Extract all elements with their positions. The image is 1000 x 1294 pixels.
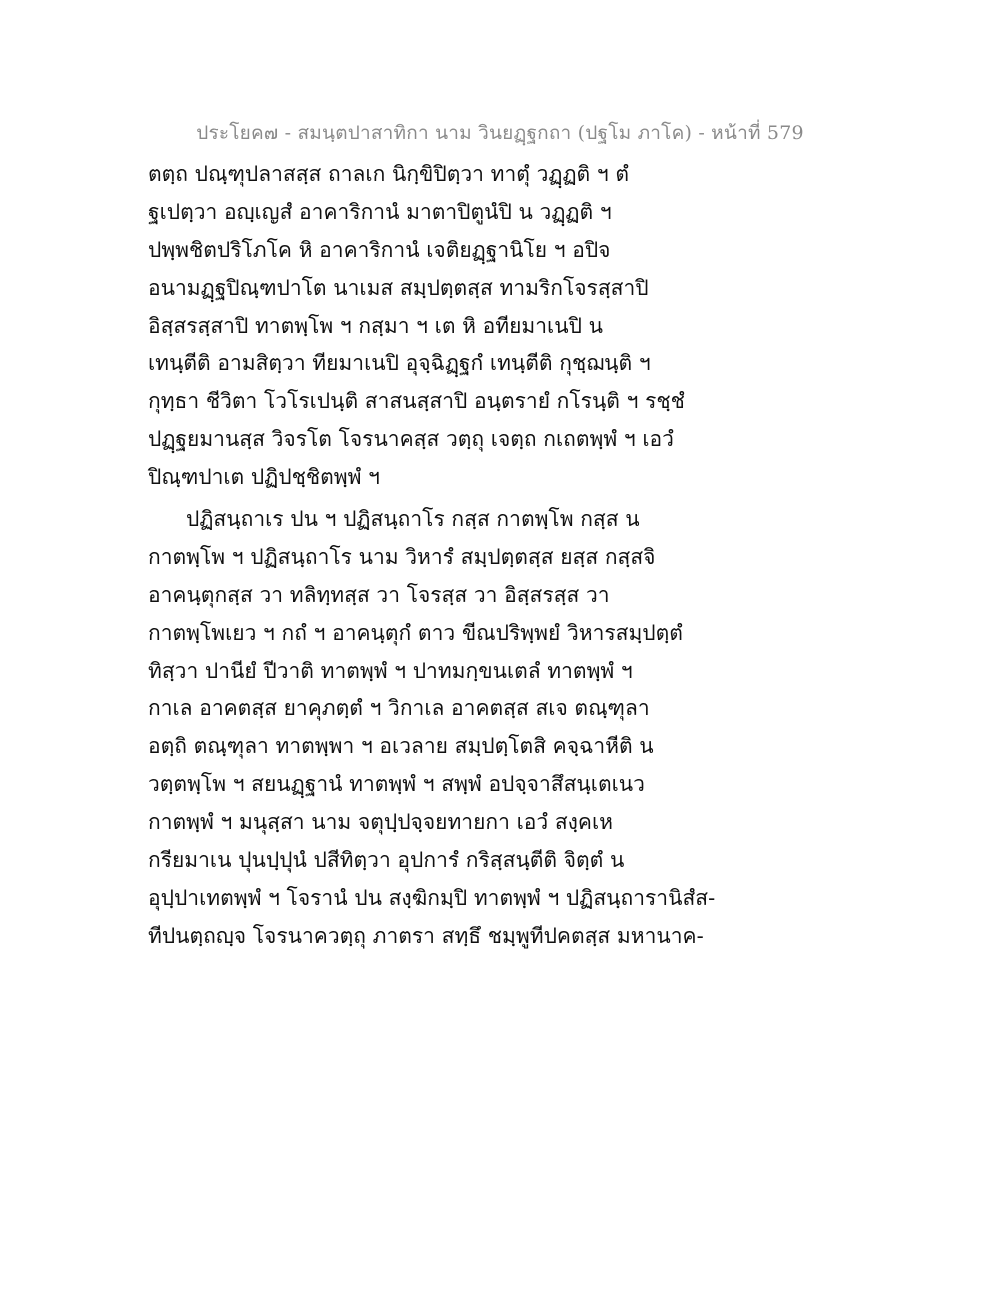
text-line: วตฺตพฺโพ ฯ สยนฏฺฐานํ ทาตพฺพํ ฯ สพฺพํ อปจฺจาสึสนฺเตเนว [148, 772, 645, 797]
text-line: กาตพฺโพเยว ฯ กถํ ฯ อาคนฺตุกํ ตาว ขีณปริพฺพยํ วิหารสมฺปตฺตํ [148, 620, 683, 645]
text-line: อิสฺสรสฺสาปิ ทาตพฺโพ ฯ กสฺมา ฯ เต หิ อทียมาเนปิ น [148, 313, 603, 338]
text-line: ฐเปตฺวา อญฺเญสํ อาคาริกานํ มาตาปิตูนํปิ น วฏฺฏติ ฯ [148, 199, 612, 224]
text-line: เทนฺตีติ อามสิตฺวา ทียมาเนปิ อุจฺฉิฏฺฐกํ เทนฺตีติ กุชฺฌนฺติ ฯ [148, 351, 651, 376]
text-line: อตฺถิ ตณฺฑุลา ทาตพฺพา ฯ อเวลาย สมฺปตฺโตสิ คจฺฉาหีติ น [148, 734, 654, 759]
text-line: ปพฺพชิตปริโภโค หิ อาคาริกานํ เจติยฏฺฐานิโย ฯ อปิจ [148, 237, 611, 262]
text-line: กาเล อาคตสฺส ยาคุภตฺตํ ฯ วิกาเล อาคตสฺส สเจ ตณฺฑุลา [148, 696, 650, 721]
paragraph-1 [148, 156, 748, 497]
body-text [148, 156, 748, 956]
text-line: อาคนฺตุกสฺส วา ทลิทฺทสฺส วา โจรสฺส วา อิสฺสรสฺส วา [148, 582, 610, 607]
text-line: ทีปนตฺถญฺจ โจรนาควตฺถุ ภาตรา สทฺธึ ชมฺพูทีปคตสฺส มหานาค- [148, 923, 704, 948]
paragraph-2 [148, 501, 748, 956]
text-line: กาตพฺโพ ฯ ปฏิสนฺถาโร นาม วิหารํ สมฺปตฺตสฺส ยสฺส กสฺสจิ [148, 544, 656, 569]
text-line: กรียมาเน ปุนปฺปุนํ ปสีทิตฺวา อุปการํ กริสฺสนฺตีติ จิตฺตํ น [148, 848, 625, 873]
text-line: อนามฏฺฐปิณฺฑปาโต นาเมส สมฺปตฺตสฺส ทามริกโจรสฺสาปิ [148, 275, 649, 300]
text-line: ปฏฺฐยมานสฺส วิจรโต โจรนาคสฺส วตฺถุ เจตฺถ กเถตพฺพํ ฯ เอวํ [148, 427, 674, 452]
text-line: ตตฺถ ปณฺฑุปลาสสฺส ถาลเก นิกฺขิปิตฺวา ทาตุํ วฏฺฏติ ฯ ตํ [148, 162, 629, 186]
text-line: ปิณฺฑปาเต ปฏิปชฺชิตพฺพํ ฯ [148, 465, 380, 490]
text-line: อุปฺปาเทตพฺพํ ฯ โจรานํ ปน สงฺฆิกมฺปิ ทาตพฺพํ ฯ ปฏิสนฺถารานิสํส- [148, 885, 716, 910]
text-line: ปฏิสนฺถาเร ปน ฯ ปฏิสนฺถาโร กสฺส กาตพฺโพ กสฺส น [186, 507, 640, 532]
text-line: กุทฺธา ชีวิตา โวโรเปนฺติ สาสนสฺสาปิ อนฺตรายํ กโรนฺติ ฯ รชฺชํ [148, 389, 685, 414]
text-line: ทิสฺวา ปานียํ ปีวาติ ทาตพฺพํ ฯ ปาทมกฺขนเตลํ ทาตพฺพํ ฯ [148, 658, 633, 683]
text-line: กาตพฺพํ ฯ มนุสฺสา นาม จตุปฺปจฺจยทายกา เอวํ สงฺคเห [148, 810, 613, 835]
running-header: ประโยค๗ - สมนฺตปาสาทิกา นาม วินยฏฺฐกถา (ปฐโม ภาโค) - หน้าที่ 579 [196, 122, 804, 144]
